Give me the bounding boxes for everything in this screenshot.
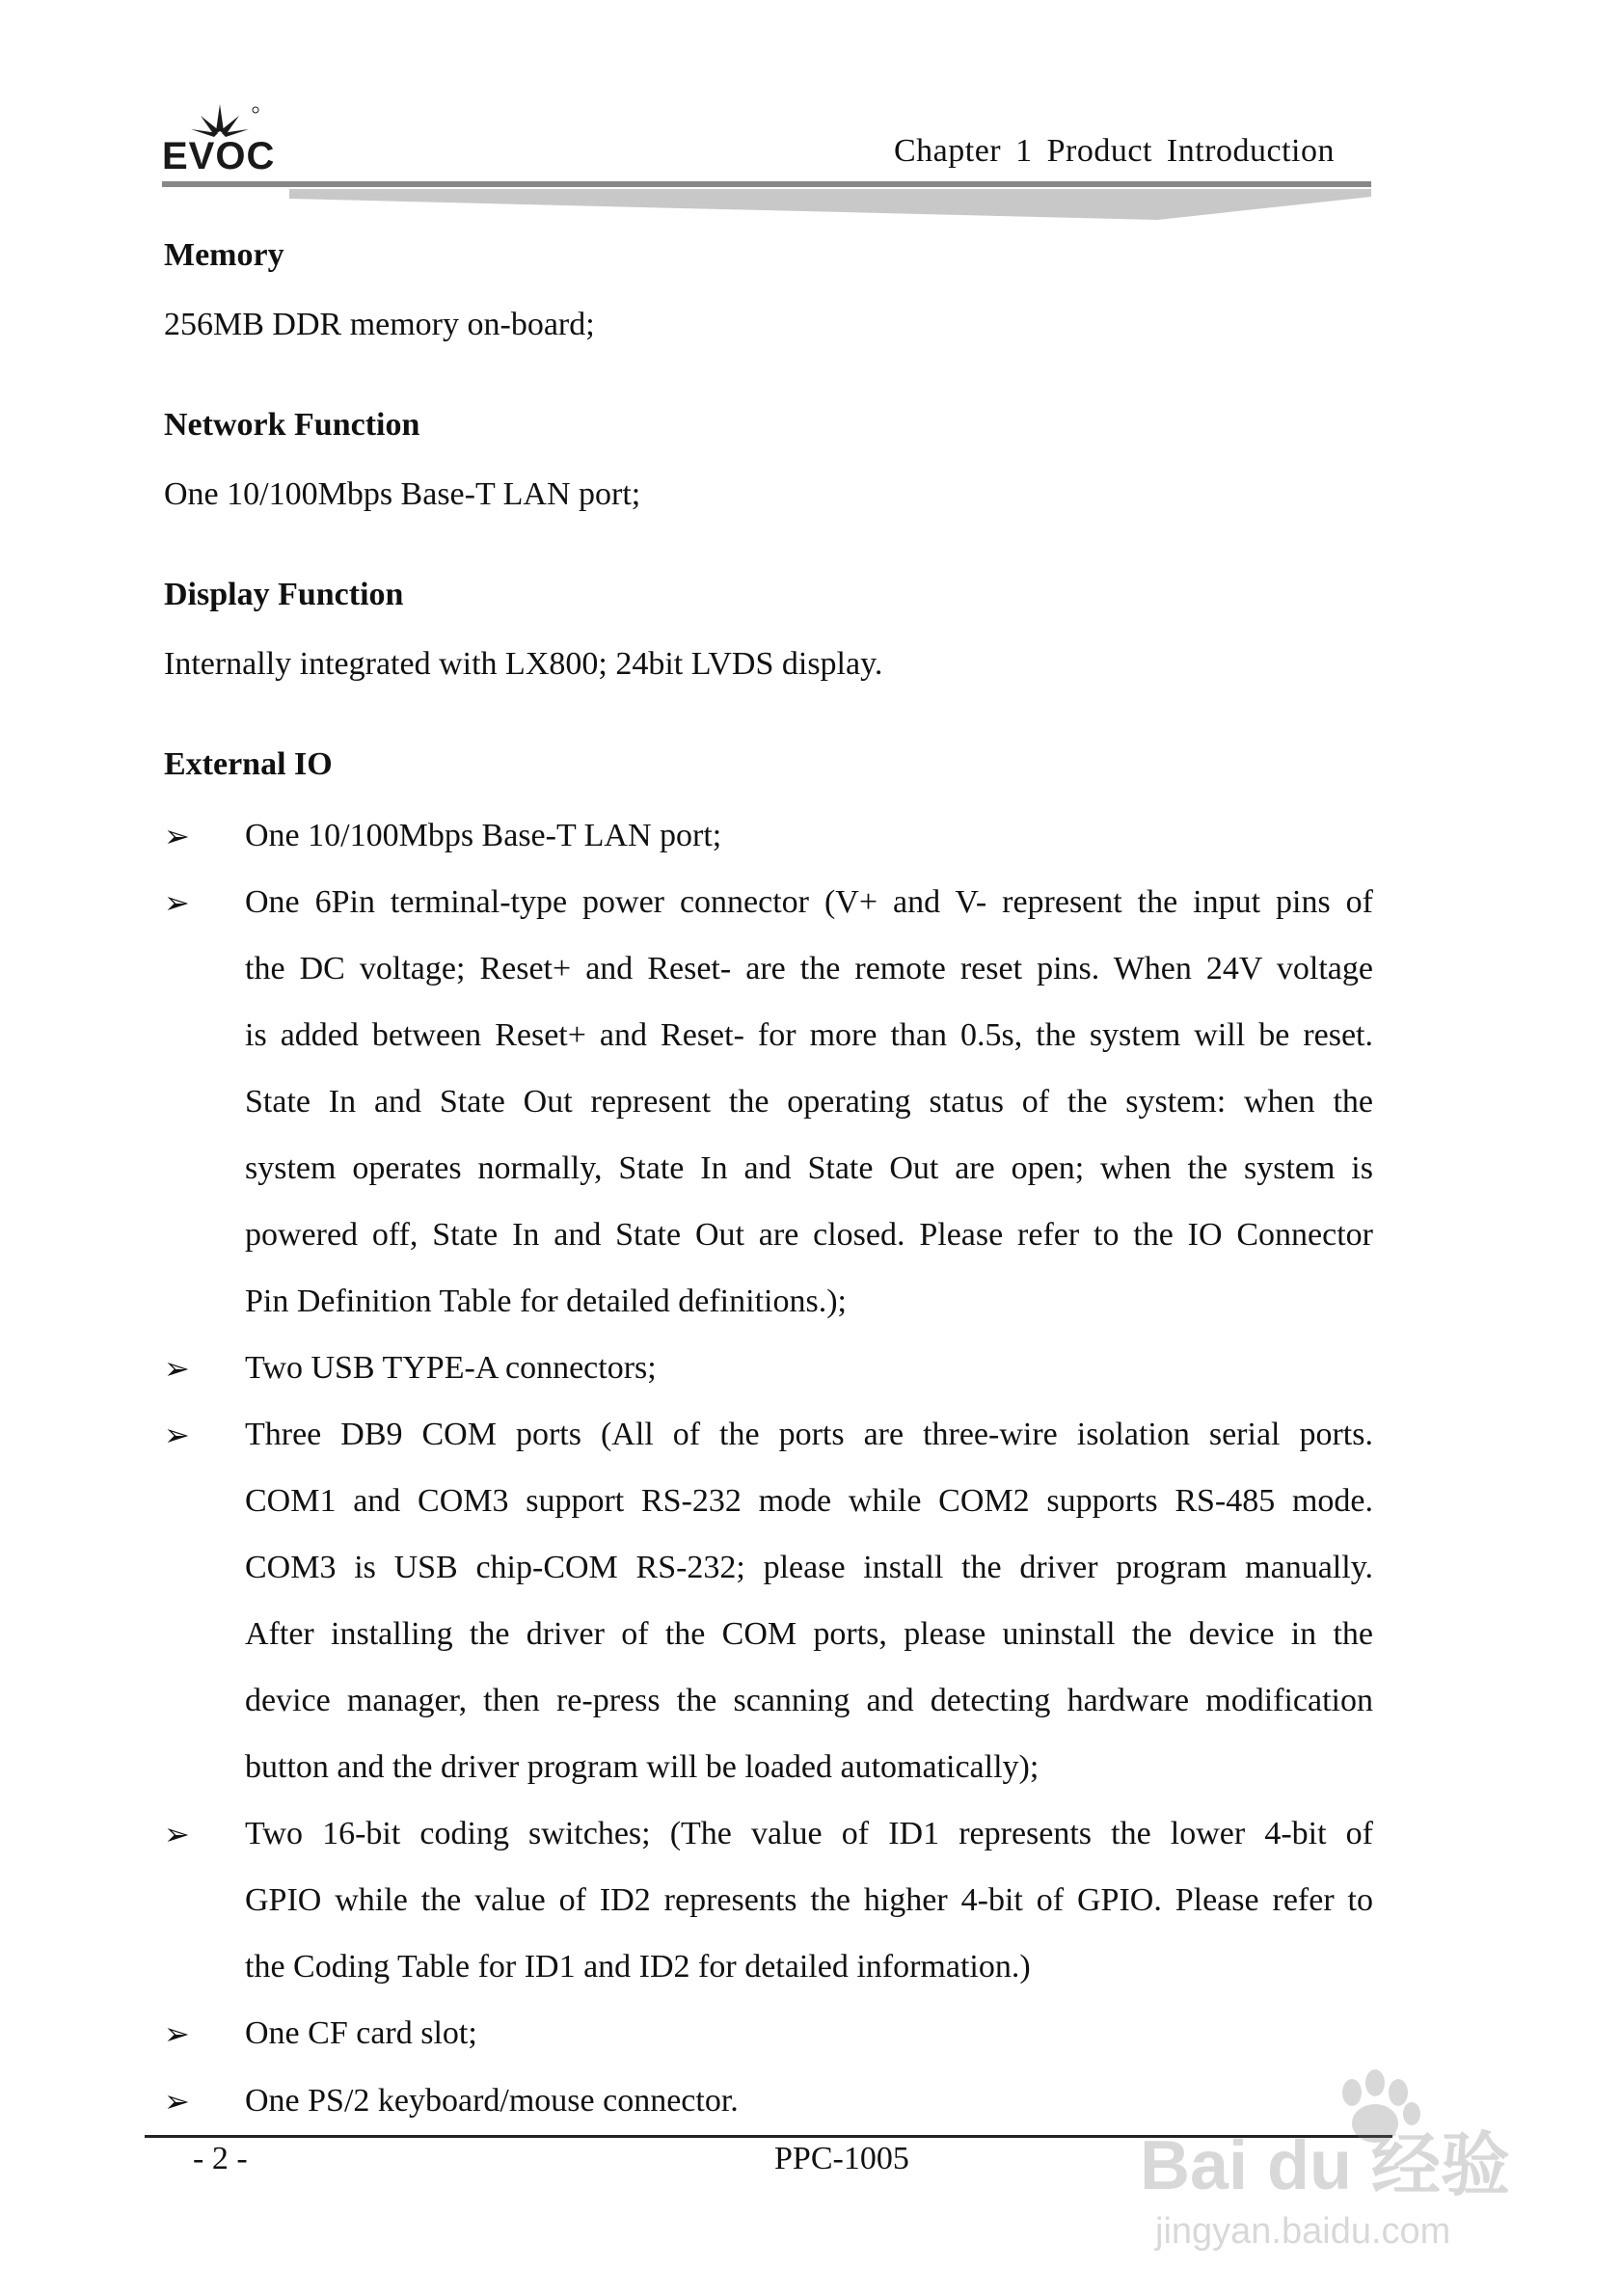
watermark-url: jingyan.baidu.com: [1155, 2211, 1451, 2252]
chapter-title: Chapter 1 Product Introduction: [894, 133, 1335, 169]
display-text: Internally integrated with LX800; 24bit LVDS display.: [164, 646, 883, 682]
header-shadow-bar: [289, 189, 1371, 220]
list-item-line: One CF card slot;: [245, 2015, 477, 2051]
list-item-line: Pin Definition Table for detailed definitions.);: [245, 1283, 847, 1319]
bullet-icon: ➢: [164, 1417, 190, 1453]
memory-heading: Memory: [164, 237, 284, 273]
list-item-line: the DC voltage; Reset+ and Reset- are the remote reset pins. When 24V voltage: [245, 951, 1373, 986]
list-item-line: device manager, then re-press the scanning and detecting hardware modification: [245, 1683, 1373, 1718]
network-heading: Network Function: [164, 407, 420, 443]
list-item-line: button and the driver program will be loaded automatically);: [245, 1749, 1040, 1785]
external-io-heading: External IO: [164, 746, 333, 782]
list-item-line: powered off, State In and State Out are closed. Please refer to the IO Connector: [245, 1217, 1373, 1253]
list-item-line: system operates normally, State In and State Out are open; when the system is: [245, 1150, 1373, 1186]
network-text: One 10/100Mbps Base-T LAN port;: [164, 476, 641, 512]
bullet-icon: ➢: [164, 2083, 190, 2120]
list-item-line: One PS/2 keyboard/mouse connector.: [245, 2083, 739, 2119]
bullet-icon: ➢: [164, 818, 190, 854]
logo-text: EVOC: [162, 135, 276, 177]
watermark-brand: Bai du 经验: [1140, 2127, 1511, 2204]
model-name: PPC-1005: [774, 2141, 909, 2176]
bullet-icon: ➢: [164, 884, 190, 921]
page-number: - 2 -: [193, 2141, 248, 2176]
list-item-line: One 10/100Mbps Base-T LAN port;: [245, 818, 722, 853]
list-item-line: Two USB TYPE-A connectors;: [245, 1350, 657, 1386]
baidu-watermark: [1138, 2054, 1543, 2256]
bullet-icon: ➢: [164, 2015, 190, 2052]
list-item-line: COM3 is USB chip-COM RS-232; please install the driver program manually.: [245, 1550, 1373, 1585]
list-item-line: COM1 and COM3 support RS-232 mode while COM2 supports RS-485 mode.: [245, 1483, 1373, 1519]
list-item-line: the Coding Table for ID1 and ID2 for detailed information.): [245, 1949, 1031, 1985]
bullet-icon: ➢: [164, 1350, 190, 1387]
list-item-line: Two 16-bit coding switches; (The value of ID1 represents the lower 4-bit of: [245, 1816, 1373, 1851]
evoc-logo: [162, 96, 282, 177]
list-item-line: Three DB9 COM ports (All of the ports are three-wire isolation serial ports.: [245, 1417, 1373, 1452]
bullet-icon: ➢: [164, 1816, 190, 1852]
list-item-line: is added between Reset+ and Reset- for more than 0.5s, the system will be reset.: [245, 1017, 1373, 1053]
list-item-line: After installing the driver of the COM ports, please uninstall the device in the: [245, 1616, 1373, 1652]
list-item-line: GPIO while the value of ID2 represents the higher 4-bit of GPIO. Please refer to: [245, 1882, 1373, 1918]
header-rule: [162, 181, 1371, 187]
list-item-line: State In and State Out represent the operating status of the system: when the: [245, 1084, 1373, 1120]
list-item-line: One 6Pin terminal-type power connector (V+ and V- represent the input pins of: [245, 884, 1373, 920]
memory-text: 256MB DDR memory on-board;: [164, 307, 595, 342]
display-heading: Display Function: [164, 577, 404, 612]
